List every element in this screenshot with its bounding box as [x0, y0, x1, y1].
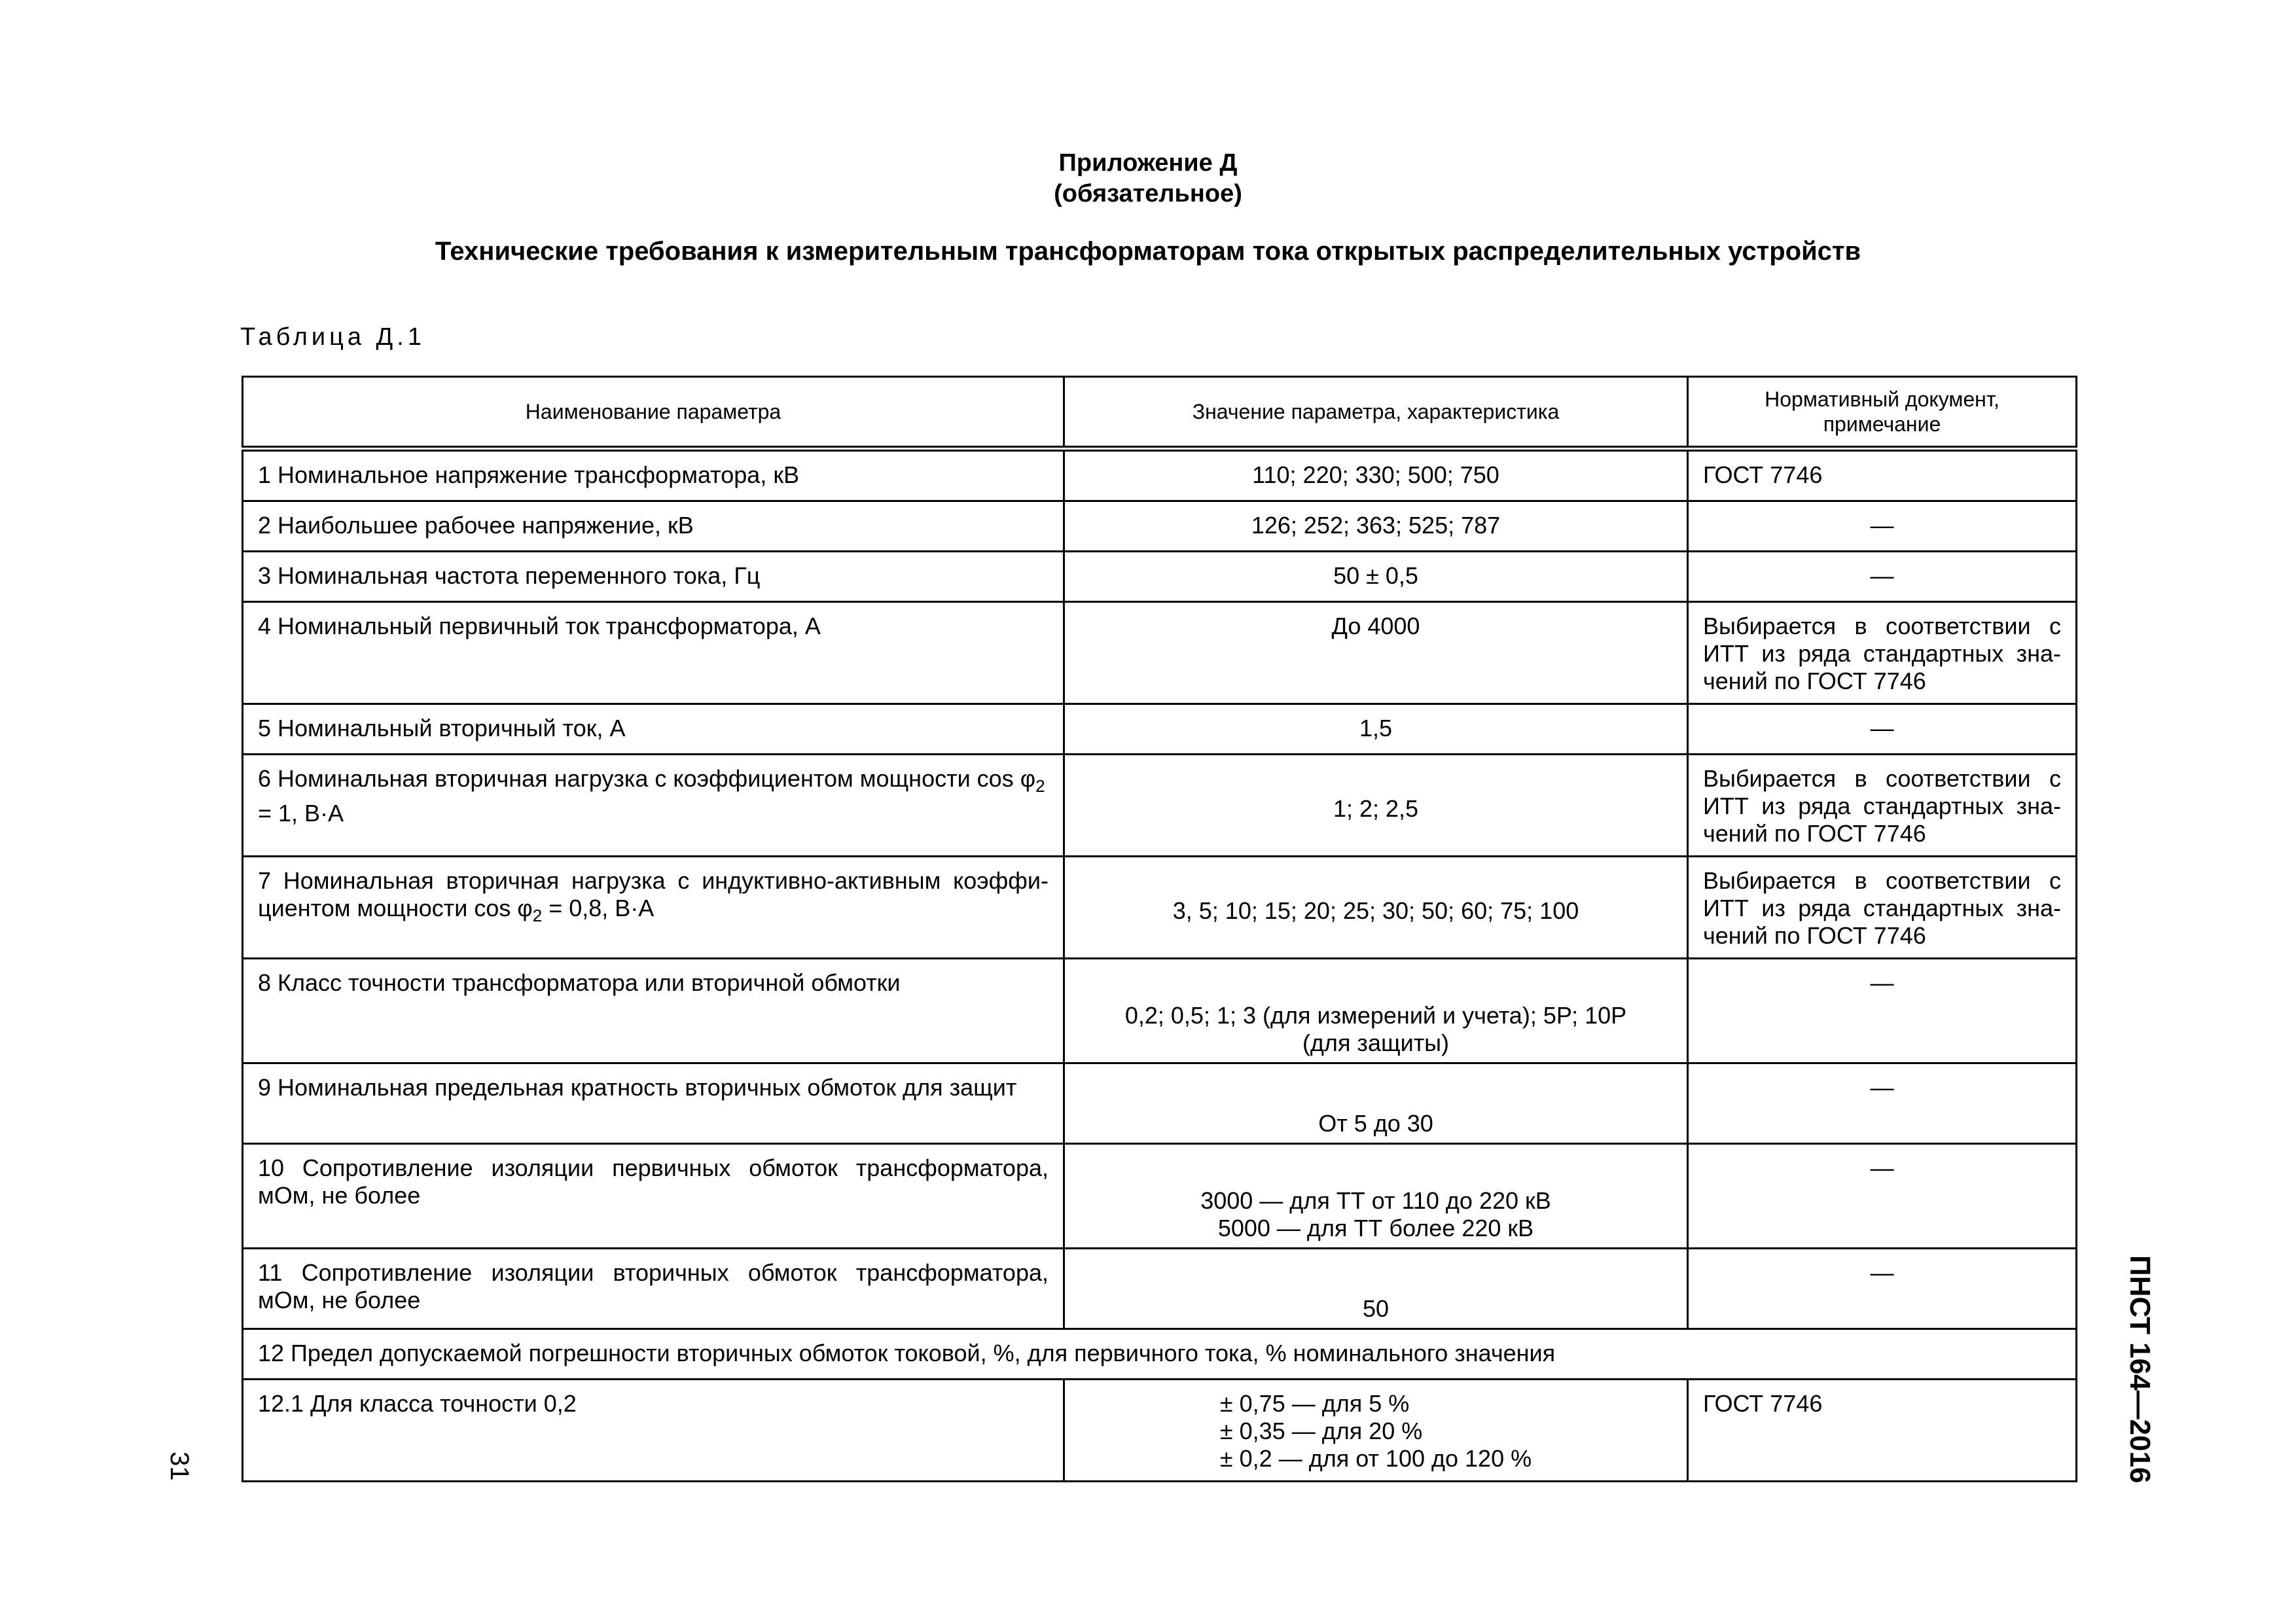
param-cell: [243, 857, 1064, 959]
param-cell: 8 Класс точности трансформатора или вторичной обмотки: [243, 959, 1064, 1063]
subscript: 2: [532, 906, 543, 925]
table-row: [243, 552, 2077, 602]
table-row: [243, 501, 2077, 552]
doc-cell: Выбирается в соответствии с ИТТ из ряда стандартных зна-чений по ГОСТ 7746: [1688, 755, 2077, 857]
param-cell: 1 Номинальное напряжение трансформатора, кВ: [243, 449, 1064, 501]
param-text: 6 Номинальная вторичная нагрузка с коэффициентом мощности cos φ: [258, 765, 1036, 792]
subscript: 2: [1035, 776, 1045, 796]
header-document: Нормативный документ, примечание: [1688, 377, 2077, 449]
document-code: ПНСТ 164—2016: [2124, 1255, 2156, 1484]
table-row: [243, 1144, 2077, 1249]
value-cell: До 4000: [1064, 602, 1688, 704]
value-cell: [1064, 1380, 1688, 1482]
table-row: [243, 704, 2077, 755]
table-row: [243, 1249, 2077, 1329]
doc-cell: —: [1688, 501, 2077, 552]
doc-cell: —: [1688, 1249, 2077, 1329]
value-cell: 1; 2; 2,5: [1064, 755, 1688, 857]
table-row: [243, 857, 2077, 959]
param-cell: 5 Номинальный вторичный ток, А: [243, 704, 1064, 755]
param-text: = 1, В·А: [258, 800, 344, 827]
tolerance-list: ± 0,75 — для 5 % ± 0,35 — для 20 % ± 0,2 — для от 100 до 120 %: [1219, 1390, 1532, 1472]
param-text: 7 Номинальная вторичная нагрузка с индуктивно-активным коэффи-циентом мощности cos φ: [258, 867, 1049, 921]
header-value: Значение параметра, характеристика: [1064, 377, 1688, 449]
param-cell: [243, 755, 1064, 857]
param-cell: 10 Сопротивление изоляции первичных обмоток трансформатора, мОм, не более: [243, 1144, 1064, 1249]
table-row: [243, 1063, 2077, 1144]
value-cell: 50 ± 0,5: [1064, 552, 1688, 602]
doc-cell: —: [1688, 1144, 2077, 1249]
value-cell: 0,2; 0,5; 1; 3 (для измерений и учета); 5Р; 10Р (для защиты): [1064, 959, 1688, 1063]
doc-cell: ГОСТ 7746: [1688, 449, 2077, 501]
value-cell: 50: [1064, 1249, 1688, 1329]
param-cell: 3 Номинальная частота переменного тока, Гц: [243, 552, 1064, 602]
table-row: [243, 1380, 2077, 1482]
table-row: [243, 1329, 2077, 1380]
parameters-table: [242, 376, 2077, 1482]
doc-cell: —: [1688, 704, 2077, 755]
value-cell: 3, 5; 10; 15; 20; 25; 30; 50; 60; 75; 100: [1064, 857, 1688, 959]
table-row: [243, 755, 2077, 857]
value-cell: 1,5: [1064, 704, 1688, 755]
header-parameter: Наименование параметра: [243, 377, 1064, 449]
table-row: [243, 602, 2077, 704]
param-cell: 4 Номинальный первичный ток трансформатора, А: [243, 602, 1064, 704]
appendix-status: (обязательное): [1054, 180, 1242, 207]
section-span-cell: 12 Предел допускаемой погрешности вторичных обмоток токовой, %, для первичного тока, % номинального значения: [243, 1329, 2077, 1380]
param-cell: 2 Наибольшее рабочее напряжение, кВ: [243, 501, 1064, 552]
appendix-title: Приложение Д: [1058, 149, 1238, 177]
doc-cell: —: [1688, 1063, 2077, 1144]
param-cell: 12.1 Для класса точности 0,2: [243, 1380, 1064, 1482]
doc-cell: —: [1688, 959, 2077, 1063]
table-row: [243, 449, 2077, 501]
table-row: [243, 959, 2077, 1063]
value-cell: От 5 до 30: [1064, 1063, 1688, 1144]
page-number: 31: [165, 1452, 194, 1481]
doc-cell: Выбирается в соответствии с ИТТ из ряда стандартных зна-чений по ГОСТ 7746: [1688, 602, 2077, 704]
table-caption: Таблица Д.1: [240, 323, 425, 351]
value-cell: 110; 220; 330; 500; 750: [1064, 449, 1688, 501]
table-header-row: [243, 377, 2077, 449]
doc-cell: Выбирается в соответствии с ИТТ из ряда стандартных зна-чений по ГОСТ 7746: [1688, 857, 2077, 959]
appendix-heading: Технические требования к измерительным трансформаторам тока открытых распределительных устройств: [435, 237, 1861, 266]
doc-cell: ГОСТ 7746: [1688, 1380, 2077, 1482]
value-cell: 3000 — для ТТ от 110 до 220 кВ 5000 — для ТТ более 220 кВ: [1064, 1144, 1688, 1249]
value-cell: 126; 252; 363; 525; 787: [1064, 501, 1688, 552]
param-cell: 11 Сопротивление изоляции вторичных обмоток трансформатора, мОм, не более: [243, 1249, 1064, 1329]
param-cell: 9 Номинальная предельная кратность вторичных обмоток для защит: [243, 1063, 1064, 1144]
doc-cell: —: [1688, 552, 2077, 602]
param-text: = 0,8, В·А: [542, 895, 655, 921]
